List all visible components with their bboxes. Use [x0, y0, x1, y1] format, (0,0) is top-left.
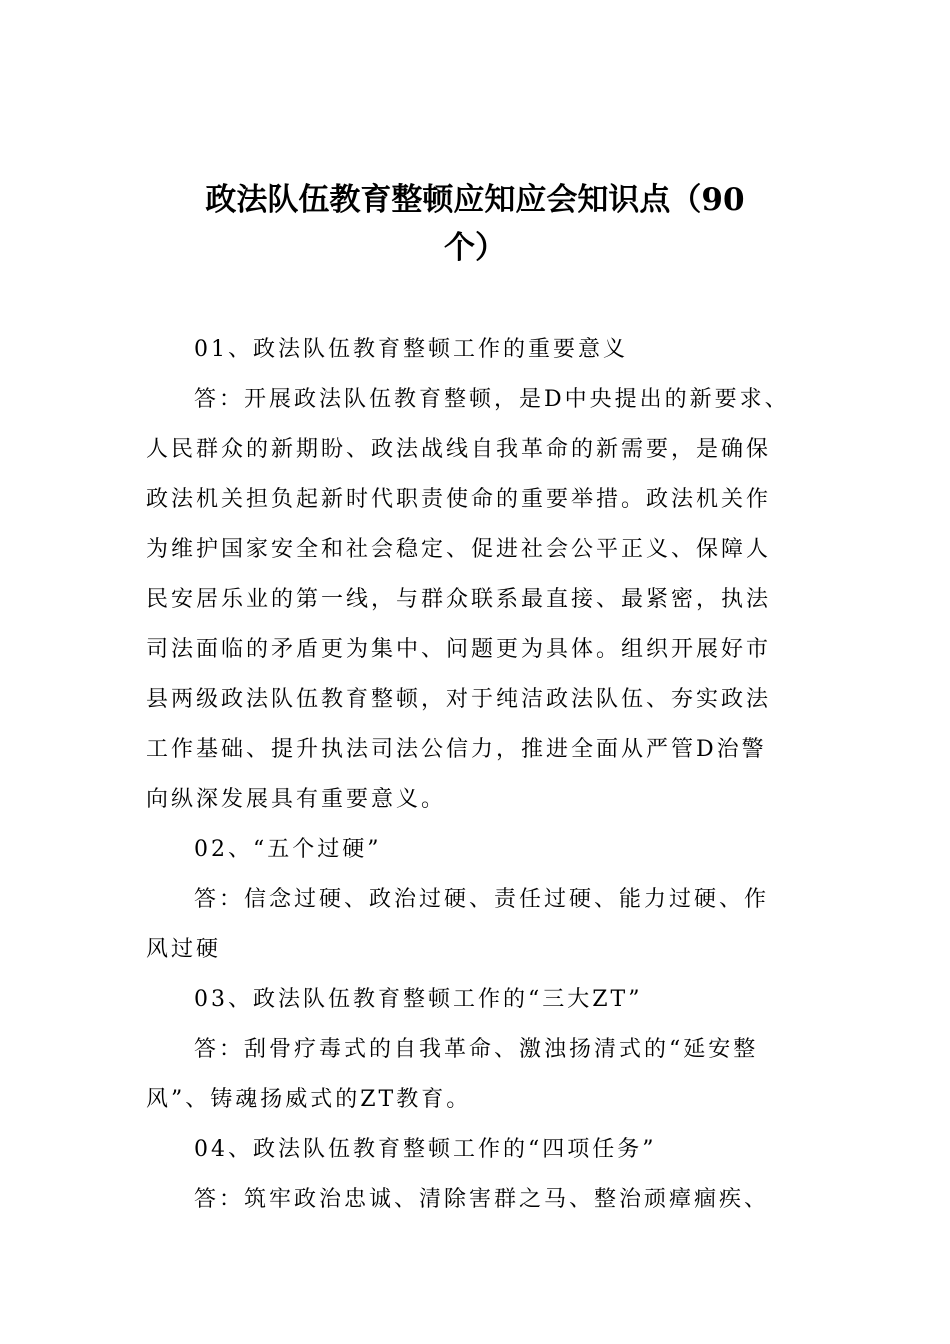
question-01: [146, 325, 808, 375]
paragraph-line: 03、政法队伍教育整顿工作的“三大ZT”: [194, 987, 643, 1012]
paragraph-line: 风”、铸魂扬威式的ZT教育。: [146, 1087, 472, 1112]
paragraph-line: 答：刮骨疗毒式的自我革命、激浊扬清式的“延安整: [194, 1037, 759, 1062]
paragraph-line: 政法机关担负起新时代职责使命的重要举措。政法机关作: [146, 487, 772, 512]
paragraph-line: 04、政法队伍教育整顿工作的“四项任务”: [194, 1137, 657, 1162]
question-02: [146, 825, 808, 875]
answer-02: [146, 875, 808, 975]
paragraph-line: 01、政法队伍教育整顿工作的重要意义: [194, 337, 628, 362]
question-03: [146, 975, 808, 1025]
paragraph-line: 县两级政法队伍教育整顿，对于纯洁政法队伍、夯实政法: [146, 687, 772, 712]
paragraph-line: 02、“五个过硬”: [194, 837, 382, 862]
paragraph-line: 工作基础、提升执法司法公信力，推进全面从严管D治警: [146, 737, 767, 762]
paragraph-line: 答：筑牢政治忠诚、清除害群之马、整治顽瘴痼疾、: [194, 1187, 770, 1212]
answer-04: [146, 1175, 808, 1225]
document-body: [146, 325, 808, 1225]
paragraph-line: 人民群众的新期盼、政法战线自我革命的新需要，是确保: [146, 437, 772, 462]
paragraph-line: 答：开展政法队伍教育整顿，是D中央提出的新要求、: [194, 387, 790, 412]
title-line-1: 政法队伍教育整顿应知应会知识点（90: [205, 182, 745, 218]
paragraph-line: 风过硬: [146, 937, 222, 962]
paragraph-line: 答：信念过硬、政治过硬、责任过硬、能力过硬、作: [194, 887, 770, 912]
answer-03: [146, 1025, 808, 1125]
paragraph-line: 司法面临的矛盾更为集中、问题更为具体。组织开展好市: [146, 637, 772, 662]
question-04: [146, 1125, 808, 1175]
paragraph-line: 民安居乐业的第一线，与群众联系最直接、最紧密，执法: [146, 587, 772, 612]
paragraph-line: 向纵深发展具有重要意义。: [146, 787, 447, 812]
title-line-2: 个）: [444, 230, 506, 266]
paragraph-line: 为维护国家安全和社会稳定、促进社会公平正义、保障人: [146, 537, 772, 562]
document-title: [140, 176, 810, 272]
answer-01: [146, 375, 808, 825]
